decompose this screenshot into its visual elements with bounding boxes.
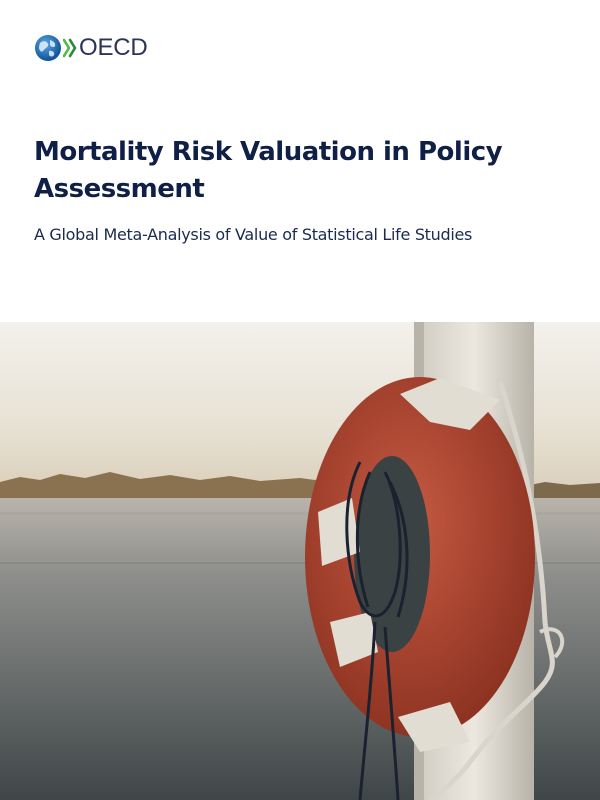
report-title: Mortality Risk Valuation in Policy Assessment — [34, 137, 503, 204]
report-subtitle: A Global Meta-Analysis of Value of Statistical Life Studies — [34, 225, 473, 244]
globe-icon — [34, 34, 62, 62]
lifebuoy-on-lake-photo — [0, 322, 600, 800]
oecd-wordmark: OECD — [79, 34, 148, 61]
oecd-logo — [34, 32, 148, 64]
chevrons-icon — [63, 37, 77, 59]
